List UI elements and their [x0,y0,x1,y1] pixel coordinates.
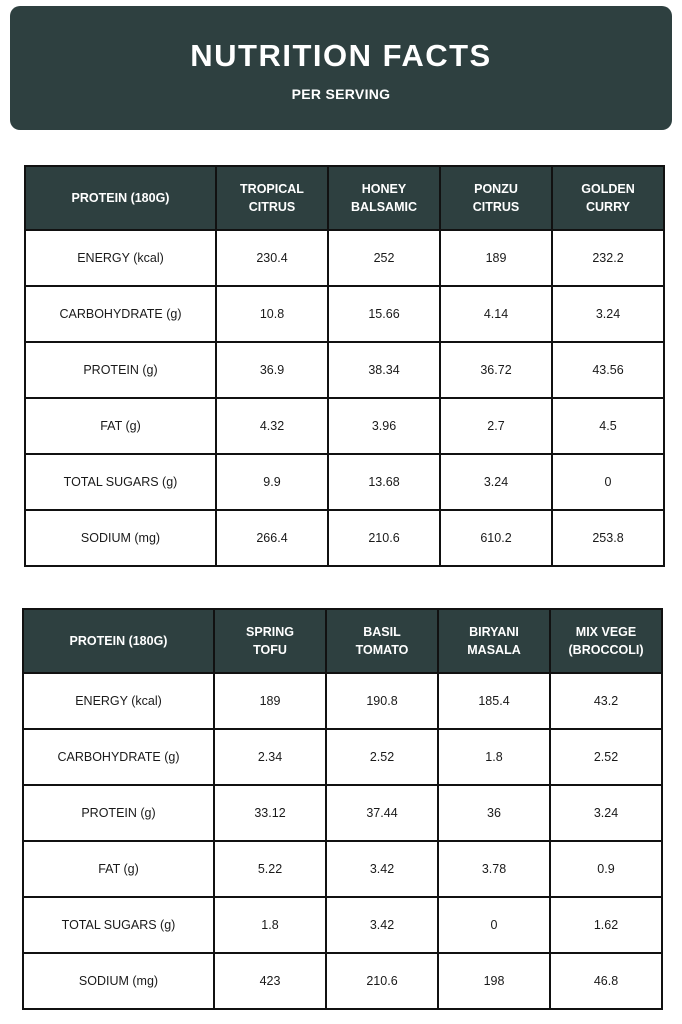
nutrient-value: 38.34 [328,342,440,398]
nutrient-value: 253.8 [552,510,664,566]
flavor-column-header: SPRING TOFU [214,609,326,673]
nutrient-value: 252 [328,230,440,286]
nutrient-value: 210.6 [328,510,440,566]
table-row [25,398,664,454]
table-header-row [25,166,664,230]
nutrient-value: 185.4 [438,673,550,729]
nutrient-value: 1.8 [438,729,550,785]
nutrient-value: 4.5 [552,398,664,454]
nutrient-value: 2.7 [440,398,552,454]
nutrient-value: 190.8 [326,673,438,729]
nutrient-label: SODIUM (mg) [23,953,214,1009]
nutrient-value: 3.24 [552,286,664,342]
flavor-column-header: GOLDEN CURRY [552,166,664,230]
nutrient-label: FAT (g) [23,841,214,897]
table-row [25,230,664,286]
flavor-column-header: BASIL TOMATO [326,609,438,673]
nutrient-value: 36 [438,785,550,841]
row-label-header: PROTEIN (180G) [23,609,214,673]
nutrient-value: 3.42 [326,841,438,897]
nutrient-value: 4.32 [216,398,328,454]
flavor-column-header: MIX VEGE (BROCCOLI) [550,609,662,673]
nutrient-label: ENERGY (kcal) [23,673,214,729]
nutrient-value: 3.78 [438,841,550,897]
table-row [23,953,662,1009]
nutrient-value: 3.42 [326,897,438,953]
nutrient-label: SODIUM (mg) [25,510,216,566]
flavor-column-header: TROPICAL CITRUS [216,166,328,230]
flavor-column-header: HONEY BALSAMIC [328,166,440,230]
table-row [23,785,662,841]
table-row [25,286,664,342]
nutrient-value: 43.56 [552,342,664,398]
nutrient-value: 610.2 [440,510,552,566]
nutrient-value: 5.22 [214,841,326,897]
nutrient-value: 36.9 [216,342,328,398]
table-row [23,841,662,897]
nutrient-value: 15.66 [328,286,440,342]
nutrition-table-2 [22,608,663,1010]
nutrient-label: ENERGY (kcal) [25,230,216,286]
table-row [23,673,662,729]
nutrient-label: CARBOHYDRATE (g) [25,286,216,342]
nutrient-value: 2.34 [214,729,326,785]
nutrient-value: 1.8 [214,897,326,953]
nutrient-value: 13.68 [328,454,440,510]
title-banner [10,6,672,130]
nutrient-value: 33.12 [214,785,326,841]
nutrient-value: 232.2 [552,230,664,286]
nutrient-value: 37.44 [326,785,438,841]
nutrient-value: 210.6 [326,953,438,1009]
nutrient-value: 189 [440,230,552,286]
table-row [23,897,662,953]
nutrient-value: 3.24 [440,454,552,510]
nutrient-label: TOTAL SUGARS (g) [25,454,216,510]
nutrient-value: 198 [438,953,550,1009]
page-subtitle: PER SERVING [291,86,391,102]
nutrient-value: 2.52 [550,729,662,785]
flavor-column-header: BIRYANI MASALA [438,609,550,673]
nutrient-value: 230.4 [216,230,328,286]
nutrient-value: 2.52 [326,729,438,785]
nutrient-value: 4.14 [440,286,552,342]
nutrient-value: 3.96 [328,398,440,454]
table-row [25,342,664,398]
flavor-column-header: PONZU CITRUS [440,166,552,230]
nutrient-label: TOTAL SUGARS (g) [23,897,214,953]
nutrition-table-1 [24,165,665,567]
nutrient-value: 10.8 [216,286,328,342]
page-title: NUTRITION FACTS [190,38,492,73]
nutrient-label: PROTEIN (g) [25,342,216,398]
nutrient-value: 189 [214,673,326,729]
nutrient-value: 423 [214,953,326,1009]
nutrient-value: 266.4 [216,510,328,566]
nutrient-value: 0 [438,897,550,953]
table-row [23,729,662,785]
nutrient-label: CARBOHYDRATE (g) [23,729,214,785]
row-label-header: PROTEIN (180G) [25,166,216,230]
nutrient-value: 1.62 [550,897,662,953]
nutrient-value: 0 [552,454,664,510]
nutrient-label: PROTEIN (g) [23,785,214,841]
nutrient-label: FAT (g) [25,398,216,454]
nutrient-value: 3.24 [550,785,662,841]
table-row [25,510,664,566]
nutrient-value: 0.9 [550,841,662,897]
table-header-row [23,609,662,673]
nutrient-value: 9.9 [216,454,328,510]
nutrient-value: 43.2 [550,673,662,729]
table-row [25,454,664,510]
nutrient-value: 46.8 [550,953,662,1009]
nutrient-value: 36.72 [440,342,552,398]
